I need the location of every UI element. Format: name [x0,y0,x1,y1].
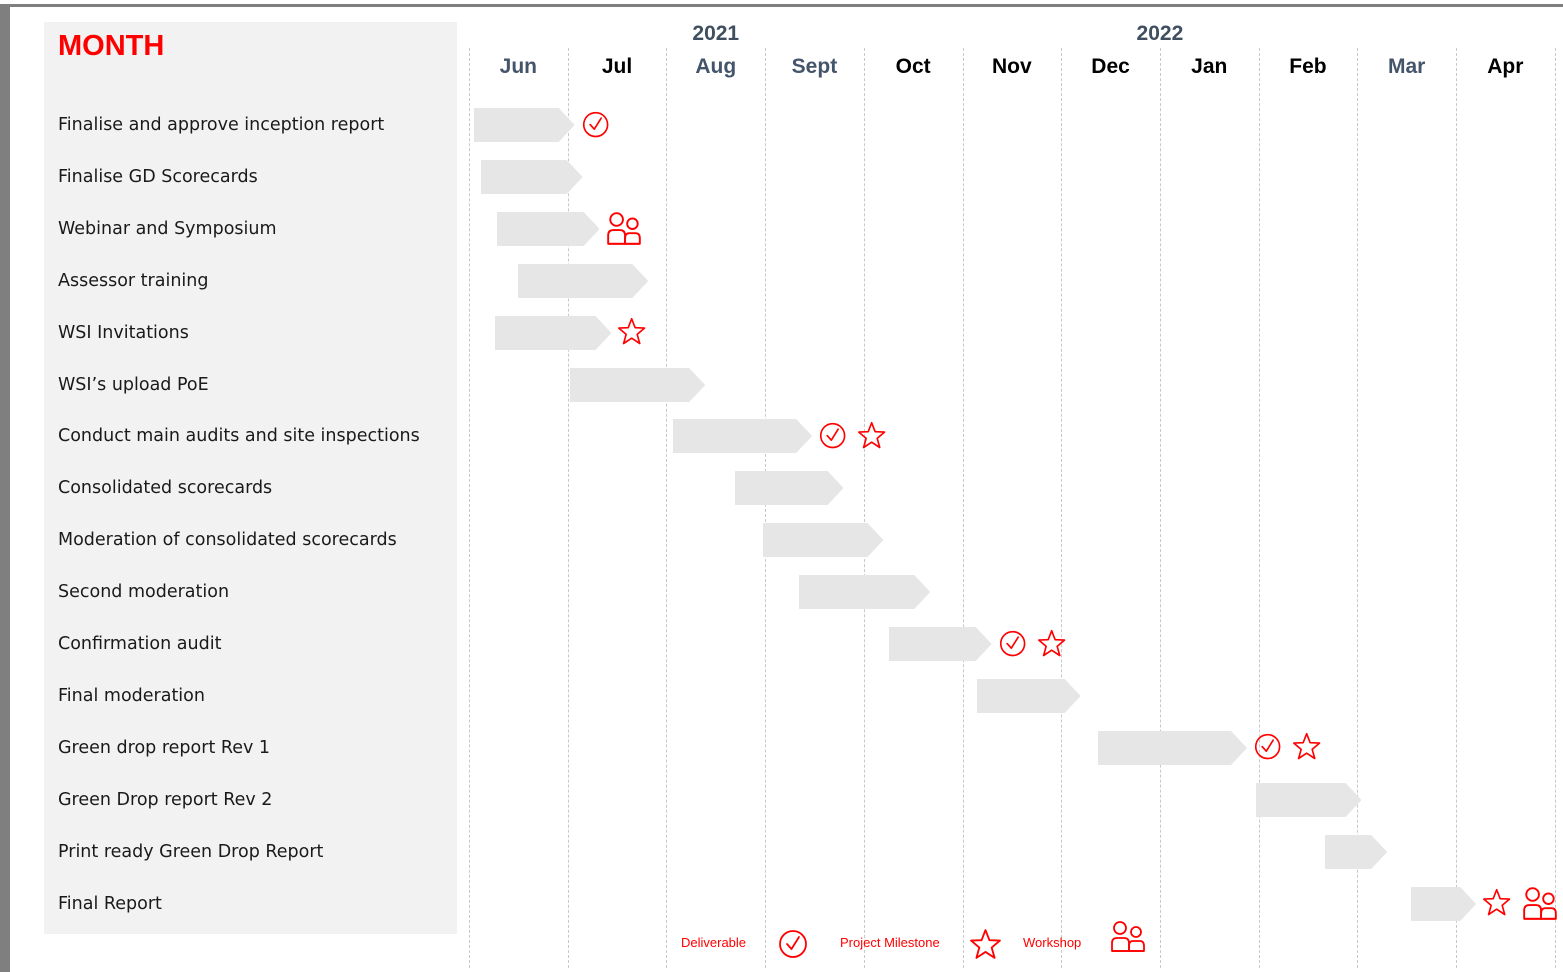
gridline [1456,48,1457,968]
deliverable-icon [818,420,851,453]
task-label: Moderation of consolidated scorecards [58,530,397,551]
month-label-jun: Jun [499,55,538,78]
task-label: Confirmation audit [58,634,222,654]
month-label-jan: Jan [1191,55,1228,78]
gridline [1061,48,1062,968]
task-bar [495,316,611,350]
task-label: WSI Invitations [58,322,189,343]
year-label: 2022 [1136,22,1184,45]
milestone-icon [1482,887,1515,920]
task-bar [763,523,883,557]
task-label: Finalise and approve inception report [58,115,385,135]
month-label-mar: Mar [1387,55,1426,78]
task-bar [481,160,583,194]
task-label: Print ready Green Drop Report [58,841,324,862]
task-bar [497,212,600,246]
gridline [963,48,964,968]
task-bar [735,471,844,505]
month-label-dec: Dec [1091,55,1130,78]
task-label: Second moderation [58,582,230,603]
milestone-icon [1037,628,1070,661]
task-label: Final moderation [58,685,205,706]
gridline [666,48,667,968]
gridline [1555,48,1556,968]
task-label: WSI’s upload PoE [58,374,209,395]
task-bar [673,419,812,453]
milestone-icon [1292,731,1325,764]
legend-workshop-icon [1109,920,1147,954]
workshop-icon [605,210,643,248]
legend-deliverable-label: Deliverable [681,935,747,950]
page-title: MONTH [58,30,165,62]
workshop-icon [1521,885,1559,923]
month-label-jul: Jul [601,55,633,78]
task-label: Finalise GD Scorecards [58,166,258,187]
legend-milestone-icon [969,928,1002,961]
task-bar [1256,783,1362,817]
legend-milestone-label: Project Milestone [840,935,940,950]
gridline [765,48,766,968]
gridline [1259,48,1260,968]
task-bar [570,368,705,402]
task-label: Conduct main audits and site inspections [58,426,420,447]
task-label: Green drop report Rev 1 [58,737,271,758]
milestone-icon [857,420,890,453]
task-label: Consolidated scorecards [58,478,273,499]
task-bar [518,264,648,298]
legend-deliverable-icon [777,928,809,960]
gridline [1160,48,1161,968]
month-label-sept: Sept [791,55,838,78]
task-bar [889,627,992,661]
task-label: Assessor training [58,270,209,291]
gridline [1357,48,1358,968]
month-label-aug: Aug [695,55,737,78]
task-bar [474,108,575,142]
deliverable-icon [998,628,1031,661]
task-label: Final Report [58,893,162,914]
task-label: Webinar and Symposium [58,218,277,239]
year-label: 2021 [692,22,740,45]
deliverable-icon [1253,731,1286,764]
legend-workshop-label: Workshop [1023,935,1082,950]
gridline [864,48,865,968]
month-label-apr: Apr [1487,55,1524,78]
month-label-oct: Oct [895,55,931,78]
month-label-feb: Feb [1289,55,1327,78]
task-bar [977,679,1081,713]
task-bar [1098,731,1247,765]
deliverable-icon [581,109,614,142]
month-label-nov: Nov [992,55,1032,78]
task-bar [1411,887,1476,921]
gridline [469,48,470,968]
task-label: Green Drop report Rev 2 [58,789,273,810]
task-bar [1325,835,1387,869]
task-bar [799,575,930,609]
milestone-icon [617,316,650,349]
